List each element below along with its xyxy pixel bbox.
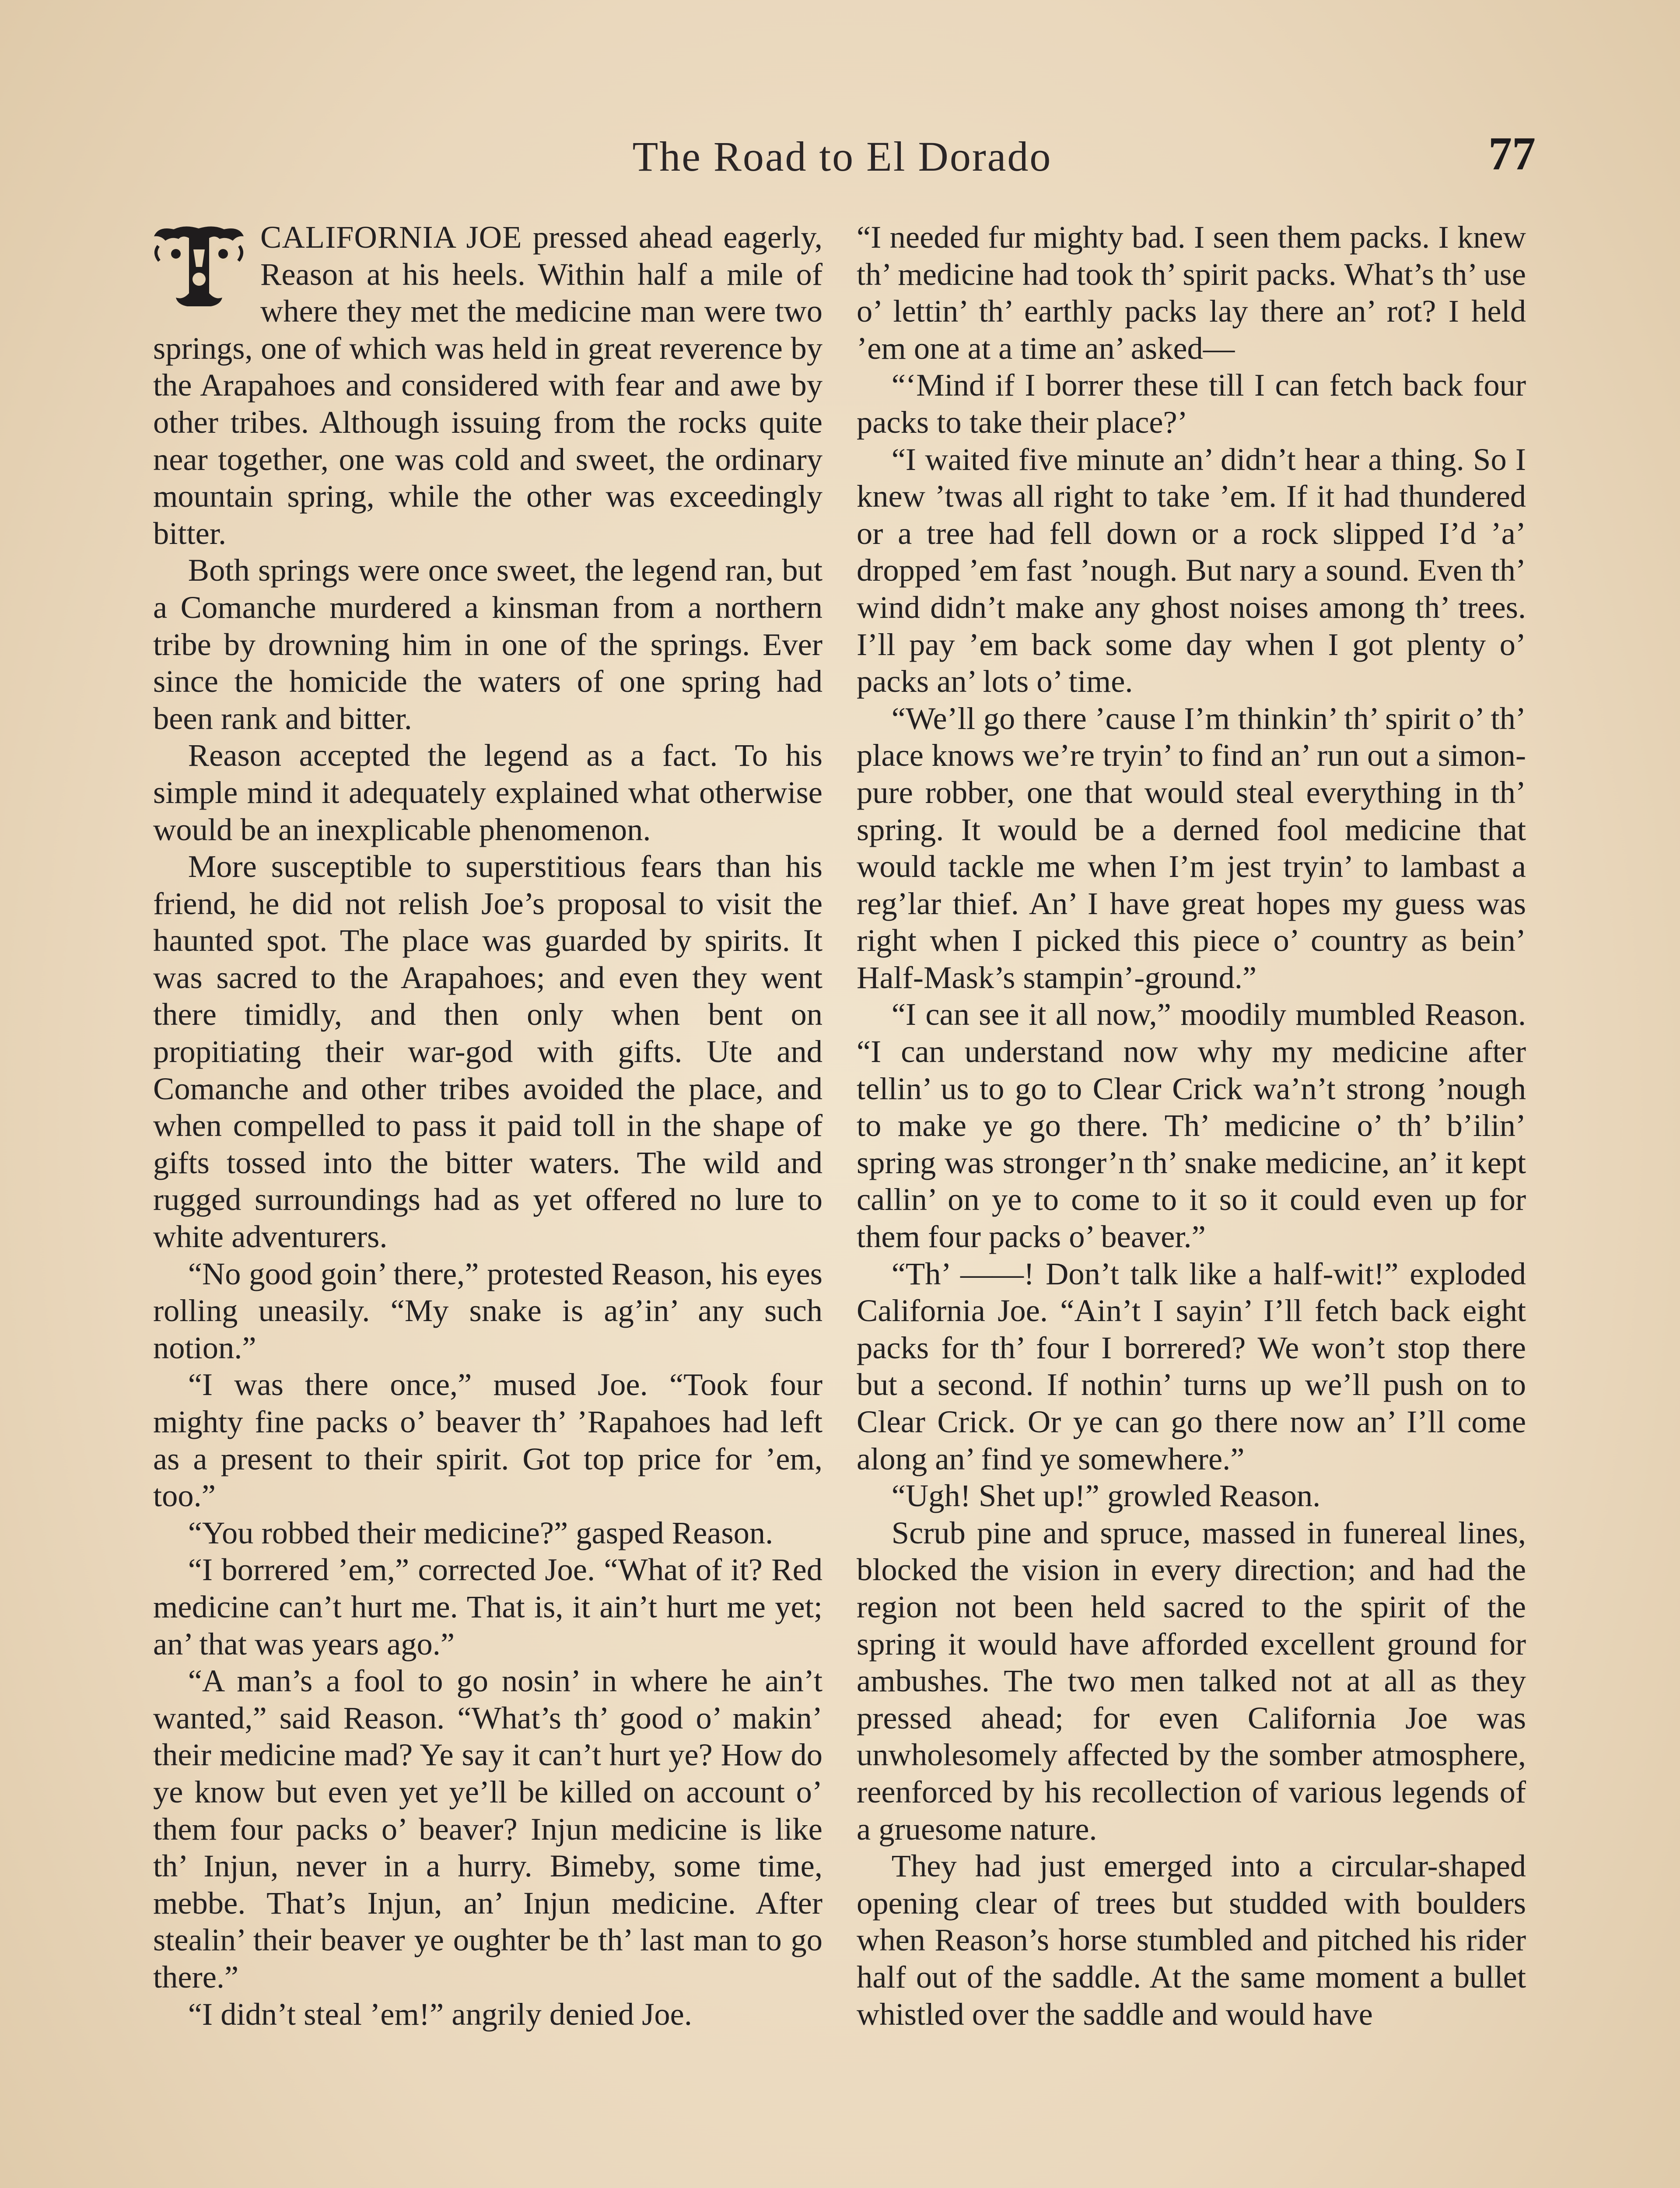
paragraph: “I needed fur mighty bad. I seen them packs. I knew th’ medicine had took th’ spirit packs. What’s th’ use o’ lettin’ th’ earthly packs lay there an’ rot? I held ’em one at a time an’ asked— (857, 219, 1526, 366)
paragraph: Scrub pine and spruce, massed in funereal lines, blocked the vision in every direction; and had the region not been held sacred to the spirit of the spring it would have afforded excellent ground for ambushes. The two men talked not at all as they pressed ahead; for even California Joe was unwholesomely affected by the somber atmosphere, reenforced by his recollection of various legends of a gruesome nature. (857, 1515, 1526, 1847)
paragraph: “A man’s a fool to go nosin’ in where he ain’t wanted,” said Reason. “What’s th’ good o’ makin’ their medicine mad? Ye say it can’t hurt ye? How do ye know but even yet ye’ll be killed on account o’ them four packs o’ beaver? Injun medicine is like th’ Injun, never in a hurry. Bimeby, some time, mebbe. That’s Injun, an’ Injun medicine. After stealin’ their beaver ye oughter be th’ last man to go there.” (153, 1663, 822, 1995)
paragraph: More susceptible to superstitious fears than his friend, he did not relish Joe’s proposal to visit the haunted spot. The place was guarded by spirits. It was sacred to the Arapahoes; and even they went there timidly, and then only when bent on propitiating their war-god with gifts. Ute and Comanche and other tribes avoided the place, and when compelled to pass it paid toll in the shape of gifts tossed into the bitter waters. The wild and rugged surroundings had as yet offered no lure to white adventurers. (153, 849, 822, 1255)
paragraph (153, 219, 822, 552)
paragraph: They had just emerged into a circular-shaped opening clear of trees but studded with boulders when Reason’s horse stumbled and pitched his rider half out of the saddle. At the same moment a bullet whistled over the saddle and would have (857, 1848, 1526, 2032)
paragraph: “You robbed their medicine?” gasped Reason. (188, 1515, 774, 1550)
paragraph-text: pressed ahead eagerly, Reason at his heels. Within half a mile of where they met the medicine man were two springs, one of which was held in great reverence by the Arapahoes and considered with fear and awe by other tribes. Although issuing from the rocks quite near together, one was cold and sweet, the ordinary mountain spring, while the other was exceedingly bitter. (153, 219, 822, 551)
paragraph: “I waited five minute an’ didn’t hear a thing. So I knew ’twas all right to take ’em. If it had thundered or a tree had fell down or a rock slipped I’d ’a’ dropped ’em fast ’nough. But nary a sound. Even th’ wind didn’t make any ghost noises among th’ trees. I’ll pay ’em back some day when I got plenty o’ packs an’ lots o’ time. (857, 441, 1526, 699)
page-number: 77 (1488, 128, 1536, 180)
paragraph: “Ugh! Shet up!” growled Reason. (891, 1478, 1321, 1514)
paragraph: “I didn’t steal ’em!” angrily denied Joe. (188, 1996, 692, 2032)
paragraph: “‘Mind if I borrer these till I can fetch back four packs to take their place?’ (857, 367, 1526, 440)
right-column (857, 219, 1526, 2033)
paragraph: “We’ll go there ’cause I’m thinkin’ th’ spirit o’ th’ place knows we’re tryin’ to find an’ run out a simon-pure robber, one that would steal everything in th’ spring. It would be a derned fool medicine that would tackle me when I’m jest tryin’ to lambast a reg’lar thief. An’ I have great hopes my guess was right when I picked this piece o’ country as bein’ Half-Mask’s stampin’-ground.” (857, 700, 1526, 995)
decorative-initial-icon (150, 223, 248, 311)
paragraph: Both springs were once sweet, the legend ran, but a Comanche murdered a kinsman from a northern tribe by drowning him in one of the springs. Ever since the homicide the waters of one spring had been rank and bitter. (153, 552, 822, 736)
paragraph: “I was there once,” mused Joe. “Took four mighty fine packs o’ beaver th’ ’Rapahoes had left as a present to their spirit. Got top price for ’em, too.” (153, 1367, 822, 1514)
paragraph: “No good goin’ there,” protested Reason, his eyes rolling uneasily. “My snake is ag’in’ any such notion.” (153, 1255, 822, 1365)
left-column (153, 219, 822, 2033)
opening-caps: CALIFORNIA JOE (260, 219, 522, 255)
paragraph: “I borrered ’em,” corrected Joe. “What of it? Red medicine can’t hurt me. That is, it ain’t hurt me yet; an’ that was years ago.” (153, 1552, 822, 1662)
running-title: The Road to El Dorado (632, 133, 1052, 180)
paragraph: Reason accepted the legend as a fact. To his simple mind it adequately explained what otherwise would be an inexplicable phenomenon. (153, 737, 822, 847)
paragraph: “Th’ ——! Don’t talk like a half-wit!” exploded California Joe. “Ain’t I sayin’ I’ll fetch back eight packs for th’ four I borrered? We won’t stop there but a second. If nothin’ turns up we’ll push on to Clear Crick. Or ye can go there now an’ I’ll come along an’ find ye somewhere.” (857, 1255, 1526, 1476)
page-header (149, 123, 1536, 188)
paragraph: “I can see it all now,” moodily mumbled Reason. “I can understand now why my medicine after tellin’ us to go to Clear Crick wa’n’t strong ’nough to make ye go there. Th’ medicine o’ th’ b’ilin’ spring was stronger’n th’ snake medicine, an’ it kept callin’ on ye to come to it so it could even up for them four packs o’ beaver.” (857, 996, 1526, 1255)
